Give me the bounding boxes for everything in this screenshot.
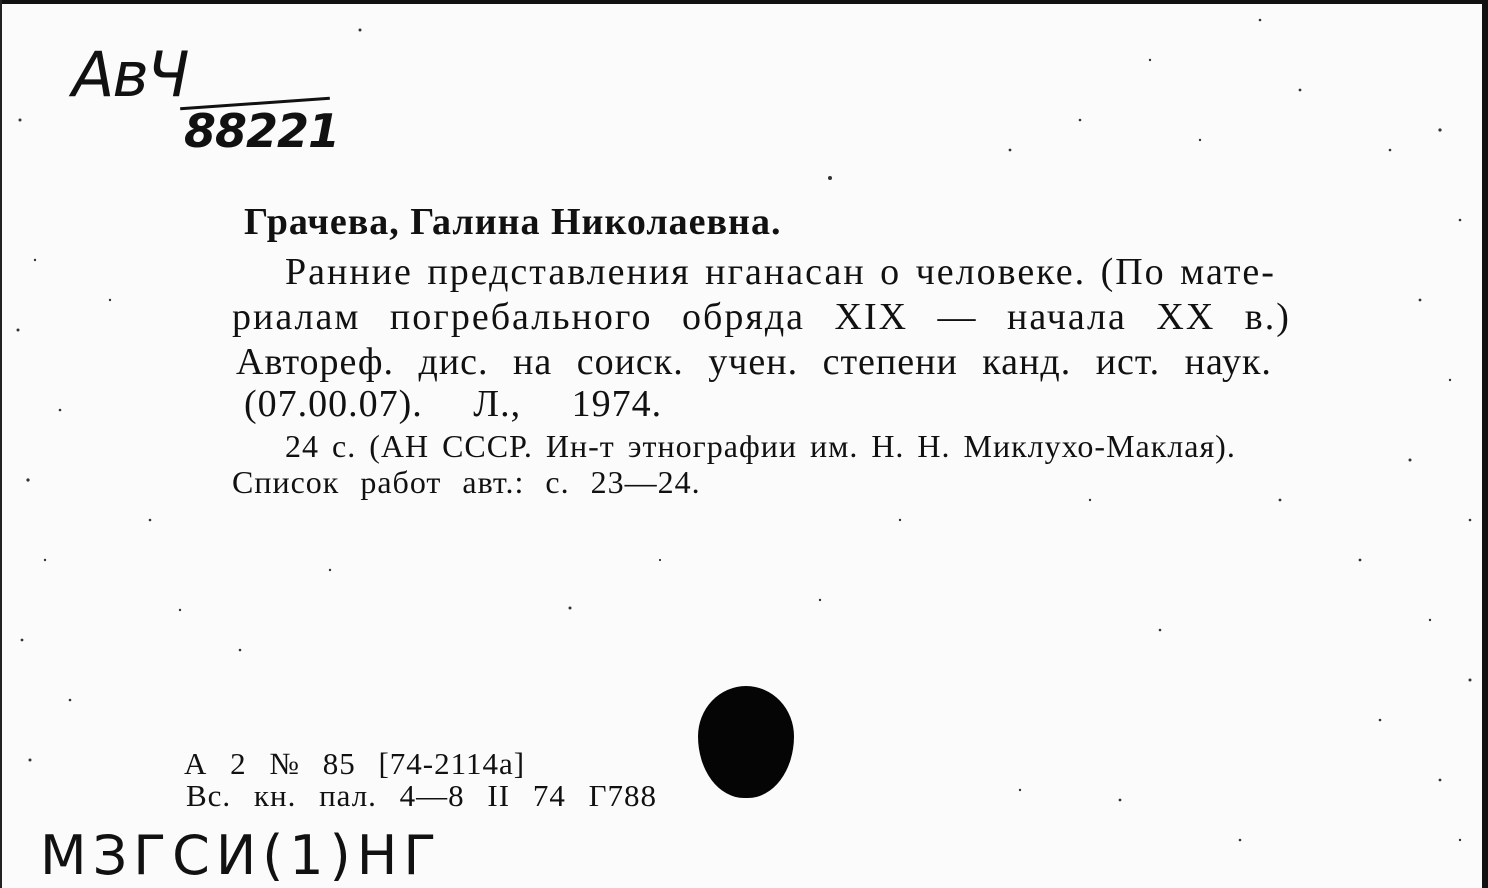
- author-heading: Грачева, Галина Николаевна.: [244, 201, 782, 243]
- physical-description-line-2: Список работ авт.: с. 23—24.: [232, 464, 701, 500]
- handwritten-bottom-code: МЗГСИ(1)НГ: [40, 824, 443, 887]
- card-footer-line-1: А 2 № 85 [74-2114а]: [184, 746, 526, 781]
- shelfmark-number: 88221: [184, 104, 340, 158]
- title-line-2: риалам погребального обряда XIX — начала XX в.): [232, 296, 1291, 338]
- title-line-3: Автореф. дис. на соиск. учен. степени канд. ист. наук.: [236, 341, 1272, 383]
- physical-description-line-1: 24 с. (АН СССР. Ин-т этнографии им. Н. Н. Миклухо-Маклая).: [285, 428, 1236, 464]
- title-line-4: (07.00.07). Л., 1974.: [244, 383, 663, 425]
- shelfmark-code: АвЧ: [72, 38, 188, 111]
- card-footer-line-2: Вс. кн. пал. 4—8 II 74 Г788: [186, 778, 657, 813]
- title-line-1: Ранние представления нганасан о человеке. (По мате-: [285, 251, 1276, 293]
- handwritten-shelfmark: [72, 38, 340, 158]
